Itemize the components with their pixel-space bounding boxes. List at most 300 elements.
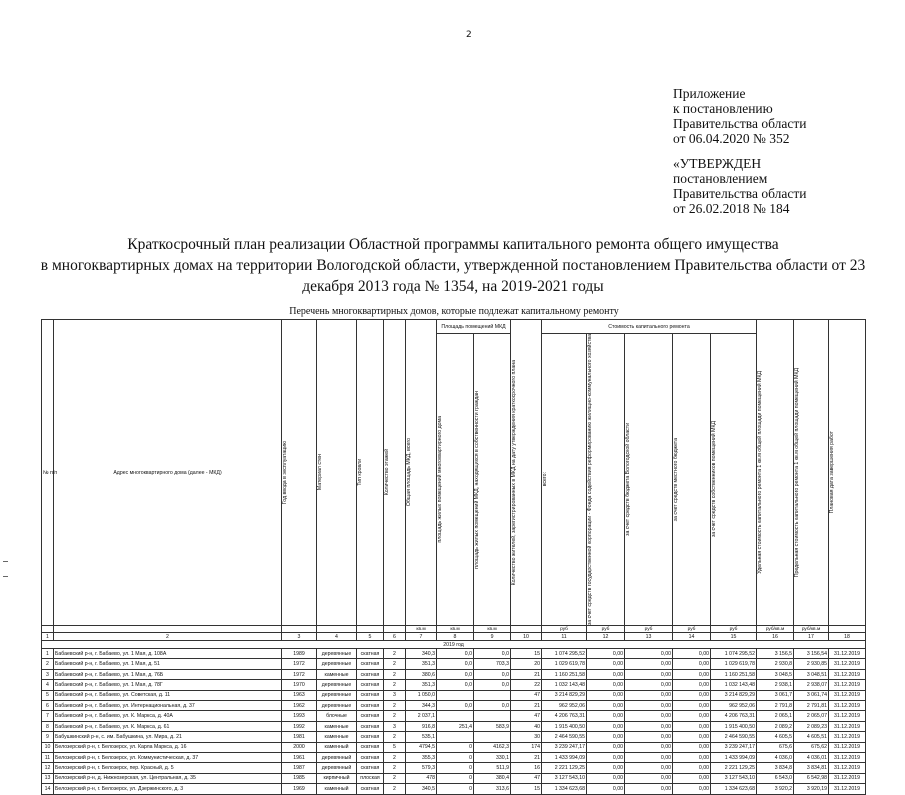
approved-line: постановлением: [673, 171, 768, 186]
table-cell: 1969: [282, 784, 317, 794]
table-cell: Бабаевский р-н, г. Бабаево, ул. 1 Мая, д. 78Г: [54, 680, 282, 690]
table-cell: 47: [511, 690, 542, 700]
table-cell: 0,00: [625, 763, 673, 773]
table-cell: 3: [384, 721, 406, 731]
table-cell: 2 037,1: [406, 711, 437, 721]
table-cell: 0,00: [587, 701, 625, 711]
table-cell: деревянные: [317, 690, 357, 700]
table-cell: 579,3: [406, 763, 437, 773]
margin-mark: [3, 561, 8, 562]
table-cell: 0,00: [587, 680, 625, 690]
table-cell: каменный: [317, 784, 357, 794]
table-cell: скатная: [357, 669, 384, 679]
table-cell: 31.12.2019: [829, 752, 866, 762]
table-cell: каменный: [317, 742, 357, 752]
table-cell: 31.12.2019: [829, 701, 866, 711]
table-body: [42, 649, 866, 794]
houses-table: [41, 319, 866, 795]
table-cell: 3: [384, 690, 406, 700]
table-cell: 3 061,74: [794, 690, 829, 700]
units-row: [42, 626, 866, 633]
table-cell: 0,00: [625, 659, 673, 669]
table-cell: 21: [511, 752, 542, 762]
table-row: [42, 732, 866, 742]
table-cell: 31.12.2019: [829, 784, 866, 794]
column-number-cell: 4: [317, 633, 357, 641]
table-cell: 0,0: [437, 669, 474, 679]
page-number: 2: [466, 30, 472, 40]
table-cell: 675,6: [757, 742, 794, 752]
table-cell: 2 791,81: [794, 701, 829, 711]
table-cell: 1993: [282, 711, 317, 721]
table-cell: 2: [384, 669, 406, 679]
table-row: [42, 690, 866, 700]
table-cell: 4 036,01: [794, 752, 829, 762]
table-cell: [474, 690, 511, 700]
approved-line: от 26.02.2018 № 184: [673, 201, 790, 216]
header-cost-local: за счет средств местного бюджета: [673, 437, 680, 522]
table-cell: деревянные: [317, 680, 357, 690]
table-cell: 31.12.2019: [829, 773, 866, 783]
table-cell: скатная: [357, 659, 384, 669]
table-cell: 1987: [282, 763, 317, 773]
table-cell: 12: [42, 763, 54, 773]
table-cell: 3 834,81: [794, 763, 829, 773]
table-cell: 47: [511, 711, 542, 721]
header-total-area: Общая площадь МКД, всего: [406, 438, 412, 507]
table-cell: 0,0: [437, 680, 474, 690]
column-number-cell: 14: [673, 633, 711, 641]
table-cell: 4794,5: [406, 742, 437, 752]
table-cell: 0,00: [587, 732, 625, 742]
header-roof: Тип кровли: [357, 459, 363, 486]
table-cell: 0,00: [625, 711, 673, 721]
table-cell: 0,00: [673, 721, 711, 731]
table-cell: 47: [511, 773, 542, 783]
table-cell: 3 239 247,17: [711, 742, 757, 752]
header-residents: Количество жителей, зарегистрированных в МКД на дату утверждения краткосрочного плана: [511, 359, 518, 586]
table-cell: 344,3: [406, 701, 437, 711]
table-cell: 2: [384, 752, 406, 762]
header-cost-region: за счет средств бюджета Вологодской области: [625, 423, 632, 536]
table-cell: 0,00: [625, 742, 673, 752]
unit-cell: руб: [673, 626, 711, 633]
table-row: [42, 773, 866, 783]
header-cost-owners: за счет средств собственников помещений МКД: [711, 421, 718, 538]
table-row: [42, 721, 866, 731]
table-cell: 3 156,54: [794, 649, 829, 659]
table-cell: 2 930,8: [757, 659, 794, 669]
table-cell: 1992: [282, 721, 317, 731]
table-cell: 0,00: [587, 752, 625, 762]
table-cell: 535,1: [406, 732, 437, 742]
table-cell: 2 065,1: [757, 711, 794, 721]
table-cell: 0: [437, 752, 474, 762]
title-line: в многоквартирных домах на территории Вологодской области, утвержденной постановлением Правительства области от 23: [40, 257, 866, 274]
table-cell: [437, 690, 474, 700]
table-cell: 0,0: [474, 649, 511, 659]
table-cell: 2 464 590,55: [711, 732, 757, 742]
table-cell: Белозерский р-н, г. Белозерск, пер. Красный, д. 5: [54, 763, 282, 773]
table-cell: 1 032 143,48: [542, 680, 587, 690]
table-cell: 13: [42, 773, 54, 783]
table-cell: скатная: [357, 784, 384, 794]
table-cell: скатная: [357, 763, 384, 773]
table-cell: 2: [384, 659, 406, 669]
table-cell: 31.12.2019: [829, 711, 866, 721]
table-cell: 0,00: [587, 742, 625, 752]
table-cell: 2 089,23: [794, 721, 829, 731]
table-cell: 0,00: [673, 711, 711, 721]
header-address: Адрес многоквартирного дома (далее - МКД): [54, 320, 282, 626]
table-cell: 0: [437, 742, 474, 752]
table-cell: 1985: [282, 773, 317, 783]
header-owned-area: площадь жилых помещений МКД, находящихся в собственности граждан: [474, 390, 480, 569]
unit-cell: [282, 626, 317, 633]
column-number-cell: 1: [42, 633, 54, 641]
table-row: [42, 784, 866, 794]
column-number-cell: 13: [625, 633, 673, 641]
table-cell: 675,62: [794, 742, 829, 752]
table-cell: 1 160 251,58: [542, 669, 587, 679]
table-cell: 511,9: [474, 763, 511, 773]
table-cell: Белозерский р-н, г. Белозерск, ул. Коммунистическая, д. 37: [54, 752, 282, 762]
table-cell: 0,00: [587, 711, 625, 721]
table-cell: 1 433 994,09: [542, 752, 587, 762]
table-cell: 30: [511, 732, 542, 742]
table-cell: 4 605,5: [757, 732, 794, 742]
table-cell: 40: [511, 721, 542, 731]
table-cell: 0,00: [625, 732, 673, 742]
table-cell: 31.12.2019: [829, 690, 866, 700]
table-cell: 4 036,0: [757, 752, 794, 762]
table-cell: скатная: [357, 732, 384, 742]
table-cell: 1981: [282, 732, 317, 742]
table-cell: 9: [42, 732, 54, 742]
table-cell: 2000: [282, 742, 317, 752]
header-premises-group: Площадь помещений МКД: [437, 320, 511, 334]
table-cell: деревянный: [317, 752, 357, 762]
column-numbers-row: [42, 633, 866, 641]
table-cell: 1 915 400,50: [542, 721, 587, 731]
year-label: 2019 год: [42, 641, 866, 649]
table-cell: 2: [384, 701, 406, 711]
unit-cell: кв.м: [474, 626, 511, 633]
table-cell: 2: [384, 763, 406, 773]
column-number-cell: 6: [384, 633, 406, 641]
table-cell: 962 952,06: [542, 701, 587, 711]
table-cell: 0,00: [587, 784, 625, 794]
table-cell: 3 156,5: [757, 649, 794, 659]
table-cell: 2 930,85: [794, 659, 829, 669]
table-row: [42, 649, 866, 659]
table-cell: 3 127 543,10: [542, 773, 587, 783]
table-cell: 962 952,06: [711, 701, 757, 711]
table-cell: 16: [511, 763, 542, 773]
table-cell: 31.12.2019: [829, 649, 866, 659]
column-number-cell: 11: [542, 633, 587, 641]
table-cell: блочные: [317, 711, 357, 721]
unit-cell: [54, 626, 282, 633]
table-cell: скатная: [357, 690, 384, 700]
table-cell: [474, 711, 511, 721]
table-cell: 1 029 619,78: [542, 659, 587, 669]
houses-table-wrapper: [41, 319, 865, 795]
table-cell: Бабаевский р-н, г. Бабаево, ул. 1 Мая, д. 76Б: [54, 669, 282, 679]
table-cell: 0,00: [625, 773, 673, 783]
table-cell: 0,00: [625, 669, 673, 679]
table-cell: 340,5: [406, 784, 437, 794]
table-cell: [474, 732, 511, 742]
column-number-cell: 16: [757, 633, 794, 641]
table-cell: 2 221 129,25: [711, 763, 757, 773]
table-cell: 7: [42, 711, 54, 721]
table-cell: 3 214 829,29: [542, 690, 587, 700]
table-cell: 0,00: [587, 669, 625, 679]
table-cell: деревянные: [317, 659, 357, 669]
unit-cell: [829, 626, 866, 633]
title-line: Краткосрочный план реализации Областной программы капитального ремонта общего имущества: [127, 236, 779, 253]
table-cell: 2: [384, 680, 406, 690]
table-cell: каменные: [317, 732, 357, 742]
table-cell: 8: [42, 721, 54, 731]
table-cell: 6 543,0: [757, 773, 794, 783]
table-cell: 3 920,19: [794, 784, 829, 794]
appendix-line: Приложение: [673, 86, 746, 101]
table-cell: 0,00: [673, 701, 711, 711]
table-row: [42, 701, 866, 711]
header-cost-fund: за счет средств государственной корпорации - Фонда содействия реформированию жилищно-коммунального хозяйства: [587, 334, 594, 626]
table-cell: 0,00: [625, 784, 673, 794]
unit-cell: руб/кв.м: [794, 626, 829, 633]
table-cell: 15: [511, 649, 542, 659]
table-cell: 0,00: [587, 659, 625, 669]
table-cell: 0,00: [625, 701, 673, 711]
appendix-line: Правительства области: [673, 116, 807, 131]
table-cell: 174: [511, 742, 542, 752]
header-residential-area: площадь жилых помещений многоквартирного дома: [437, 416, 443, 543]
table-cell: 2: [384, 773, 406, 783]
table-cell: 351,3: [406, 659, 437, 669]
table-cell: 0,00: [673, 763, 711, 773]
table-cell: 0,00: [673, 752, 711, 762]
appendix-block: [673, 86, 806, 216]
table-cell: 14: [42, 784, 54, 794]
unit-cell: [317, 626, 357, 633]
table-cell: 1 433 994,09: [711, 752, 757, 762]
table-cell: 0: [437, 773, 474, 783]
unit-cell: [357, 626, 384, 633]
table-caption: Перечень многоквартирных домов, которые подлежат капитальному ремонту: [289, 306, 619, 317]
table-cell: скатная: [357, 721, 384, 731]
table-cell: 2: [384, 732, 406, 742]
margin-mark: [3, 576, 8, 577]
table-cell: Бабаевский р-н, г. Бабаево, ул. Интернациональная, д. 37: [54, 701, 282, 711]
table-cell: 10: [42, 742, 54, 752]
table-cell: 0,0: [474, 701, 511, 711]
table-cell: Белозерский р-н, г. Белозерск, ул. Дзержинского, д. 3: [54, 784, 282, 794]
header-specific-cost: Удельная стоимость капитального ремонта 1 кв.м общей площади помещений МКД: [757, 371, 764, 574]
table-cell: 1 029 619,78: [711, 659, 757, 669]
table-cell: [437, 711, 474, 721]
header-material: Материал стен: [317, 454, 323, 491]
table-cell: 0,00: [673, 659, 711, 669]
table-cell: 1963: [282, 690, 317, 700]
table-cell: 2 221 129,25: [542, 763, 587, 773]
table-cell: 583,9: [474, 721, 511, 731]
table-cell: каменные: [317, 721, 357, 731]
table-cell: скатная: [357, 701, 384, 711]
table-cell: 3 061,7: [757, 690, 794, 700]
table-cell: 0,00: [673, 669, 711, 679]
table-cell: 31.12.2019: [829, 742, 866, 752]
header-cost-total: всего:: [542, 472, 549, 487]
approved-line: Правительства области: [673, 186, 807, 201]
table-cell: Белозерский р-н, д. Нижнозерская, ул. Центральная, д. 35: [54, 773, 282, 783]
table-cell: 31.12.2019: [829, 763, 866, 773]
table-cell: 1962: [282, 701, 317, 711]
unit-cell: руб: [711, 626, 757, 633]
table-cell: 1972: [282, 669, 317, 679]
table-cell: 330,1: [474, 752, 511, 762]
table-cell: 916,8: [406, 721, 437, 731]
table-cell: 0,00: [673, 732, 711, 742]
table-cell: скатная: [357, 711, 384, 721]
approved-line: «УТВЕРЖДЕН: [673, 156, 762, 171]
table-cell: 0: [437, 784, 474, 794]
table-cell: 2: [42, 659, 54, 669]
unit-cell: [42, 626, 54, 633]
table-cell: деревянный: [317, 763, 357, 773]
table-cell: 2: [384, 784, 406, 794]
table-cell: 4: [42, 680, 54, 690]
table-cell: 31.12.2019: [829, 680, 866, 690]
table-cell: 0,00: [625, 752, 673, 762]
unit-cell: кв.м: [437, 626, 474, 633]
column-number-cell: 9: [474, 633, 511, 641]
table-cell: 5: [42, 690, 54, 700]
table-cell: 1 032 143,48: [711, 680, 757, 690]
column-number-cell: 2: [54, 633, 282, 641]
table-cell: 1 334 623,68: [711, 784, 757, 794]
table-cell: деревянные: [317, 701, 357, 711]
table-cell: Бабаевский р-н, г. Бабаево, ул. К. Маркса, д. 40А: [54, 711, 282, 721]
table-cell: 0,00: [587, 690, 625, 700]
table-cell: 1970: [282, 680, 317, 690]
table-cell: 21: [511, 701, 542, 711]
table-cell: 703,3: [474, 659, 511, 669]
table-cell: 6 542,98: [794, 773, 829, 783]
table-cell: 1 050,0: [406, 690, 437, 700]
table-cell: 2 791,8: [757, 701, 794, 711]
table-cell: плоская: [357, 773, 384, 783]
header-year: Год ввода в эксплуатацию: [282, 440, 288, 505]
table-cell: 2: [384, 711, 406, 721]
header-cost-group: Стоимость капитального ремонта: [542, 320, 757, 334]
table-cell: Бабаевский р-н, г. Бабаево, ул. 1 Мая, д. 108А: [54, 649, 282, 659]
table-cell: 0,0: [437, 701, 474, 711]
table-cell: 3 048,51: [794, 669, 829, 679]
table-cell: 313,6: [474, 784, 511, 794]
table-cell: 4162,3: [474, 742, 511, 752]
title-line: декабря 2013 года № 1354, на 2019-2021 годы: [302, 278, 604, 295]
table-cell: Бабаевский р-н, г. Бабаево, ул. Советская, д. 11: [54, 690, 282, 700]
table-cell: 0,00: [587, 763, 625, 773]
table-cell: Бабушкинский р-н, с. им. Бабушкина, ул. Мира, д. 21: [54, 732, 282, 742]
table-cell: 380,4: [474, 773, 511, 783]
table-cell: 380,6: [406, 669, 437, 679]
table-cell: 0,00: [673, 784, 711, 794]
table-cell: 0,0: [437, 659, 474, 669]
table-cell: скатная: [357, 680, 384, 690]
table-row: [42, 763, 866, 773]
table-cell: 3 214 829,29: [711, 690, 757, 700]
table-cell: 21: [511, 669, 542, 679]
table-row: [42, 680, 866, 690]
table-cell: 1 334 623,68: [542, 784, 587, 794]
table-cell: 340,3: [406, 649, 437, 659]
table-cell: 1972: [282, 659, 317, 669]
table-cell: Бабаевский р-н, г. Бабаево, ул. К. Маркса, д. 61: [54, 721, 282, 731]
document-title: [40, 234, 866, 297]
table-cell: 0,00: [625, 680, 673, 690]
table-cell: 0,0: [474, 669, 511, 679]
header-limit-cost: Предельная стоимость капитального ремонта 1 кв.м общей площади помещений МКД: [794, 367, 801, 578]
table-cell: 355,3: [406, 752, 437, 762]
column-number-cell: 8: [437, 633, 474, 641]
table-row: [42, 659, 866, 669]
table-cell: 2 938,1: [757, 680, 794, 690]
table-row: [42, 752, 866, 762]
table-cell: 3 048,5: [757, 669, 794, 679]
appendix-line: к постановлению: [673, 101, 773, 116]
table-cell: 0,00: [587, 649, 625, 659]
table-cell: 20: [511, 659, 542, 669]
table-cell: 351,3: [406, 680, 437, 690]
table-cell: 0,00: [673, 773, 711, 783]
unit-cell: руб: [542, 626, 587, 633]
table-cell: 3 920,2: [757, 784, 794, 794]
table-cell: 0,0: [474, 680, 511, 690]
table-cell: 1961: [282, 752, 317, 762]
table-cell: 3: [42, 669, 54, 679]
table-cell: 0,00: [625, 690, 673, 700]
table-cell: 0,00: [625, 721, 673, 731]
table-cell: Белозерский р-н, г. Белозерск, ул. Карла Маркса, д. 16: [54, 742, 282, 752]
table-cell: 1 915 400,50: [711, 721, 757, 731]
table-cell: 6: [42, 701, 54, 711]
table-cell: 0,00: [625, 649, 673, 659]
unit-cell: [384, 626, 406, 633]
table-cell: каменные: [317, 669, 357, 679]
table-row: [42, 669, 866, 679]
table-cell: 251,4: [437, 721, 474, 731]
table-cell: 5: [384, 742, 406, 752]
column-number-cell: 3: [282, 633, 317, 641]
table-cell: 1 074 295,52: [711, 649, 757, 659]
table-cell: 3 239 247,17: [542, 742, 587, 752]
table-cell: 0,0: [437, 649, 474, 659]
table-row: [42, 742, 866, 752]
table-cell: 1989: [282, 649, 317, 659]
header-floors: Количество этажей: [384, 449, 390, 496]
table-cell: 31.12.2019: [829, 659, 866, 669]
column-number-cell: 17: [794, 633, 829, 641]
header-completion-date: Плановая дата завершения работ: [829, 431, 836, 514]
table-cell: 0,00: [673, 690, 711, 700]
table-cell: 31.12.2019: [829, 721, 866, 731]
column-number-cell: 12: [587, 633, 625, 641]
